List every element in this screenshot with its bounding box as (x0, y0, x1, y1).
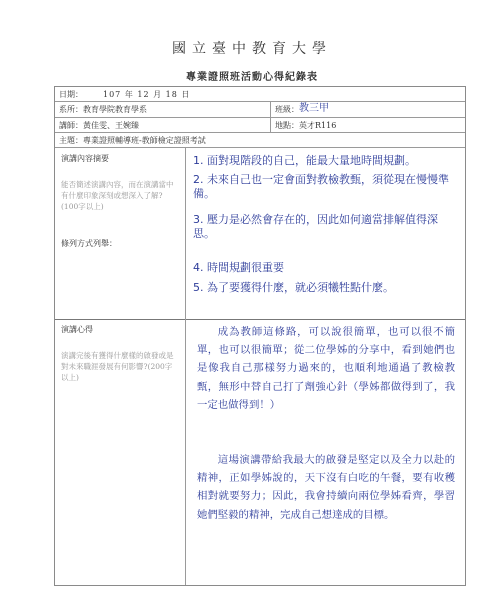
topic-row (55, 133, 465, 148)
speaker-location-row (55, 118, 465, 133)
summary-item-2: 2. 未來自己也一定會面對教檢教甄，須從現在慢慢準備。 (193, 173, 449, 200)
summary-item-1: 1. 面對現階段的自己，能最大量地時間規劃。 (193, 154, 416, 167)
reflection-hint: 演講完後有獲得什麼樣的啟發或是對未來職涯發展有何影響?(200字以上) (61, 351, 174, 382)
record-form (54, 86, 466, 586)
speaker-field: 講師：黃佳雯、王婉臻 (59, 121, 139, 130)
dept-field: 系所：教育學院教育學系 (59, 105, 147, 114)
summary-label: 演講內容摘要 (61, 154, 109, 163)
date-row (55, 87, 465, 102)
dept-class-row (55, 102, 465, 118)
summary-item-5: 5. 為了要獲得什麼，就必須犧牲點什麼。 (193, 281, 394, 294)
class-label: 班級： (275, 105, 299, 114)
topic-field: 主題：專業證照輔導班-教師檢定證照考試 (59, 136, 206, 145)
section-divider (185, 148, 186, 585)
date-label: 日期： (59, 90, 83, 99)
reflection-paragraph-1: 成為教師這條路，可以說很簡單，也可以很不簡單，也可以很簡單；從二位學姊的分享中，看到她們也是像我自己那樣努力過來的，也順利地通過了教檢教甄，無形中替自己打了劑強心針（學姊都做得到了，我一定也做得到！） (197, 326, 455, 411)
summary-hint: 能否簡述演講內容，而在演講當中有什麼印象深刻或想深入了解?(100字以上) (61, 180, 174, 211)
summary-item-3: 3. 壓力是必然會存在的，因此如何適當排解值得深思。 (193, 213, 438, 240)
location-field: 地點：英才R116 (275, 121, 337, 130)
form-title: 專業證照班活動心得紀錄表 (186, 72, 318, 83)
reflection-paragraph-2: 這場演講帶給我最大的啟發是堅定以及全力以赴的精神，正如學姊說的，天下沒有白吃的午餐，要有收穫相對就要努力；因此，我會持續向兩位學姊看齊，學習她們堅毅的精神，完成自己想達成的目標。 (197, 454, 455, 521)
class-value: 教三甲 (299, 103, 329, 114)
mid-divider (270, 102, 271, 133)
date-value: 107 年 12 月 18 日 (103, 90, 191, 99)
reflection-label: 演講心得 (61, 325, 93, 334)
format-label: 條列方式列舉： (61, 239, 117, 248)
summary-item-4: 4. 時間規劃很重要 (193, 261, 284, 274)
university-title: 國立臺中教育大學 (172, 41, 332, 57)
